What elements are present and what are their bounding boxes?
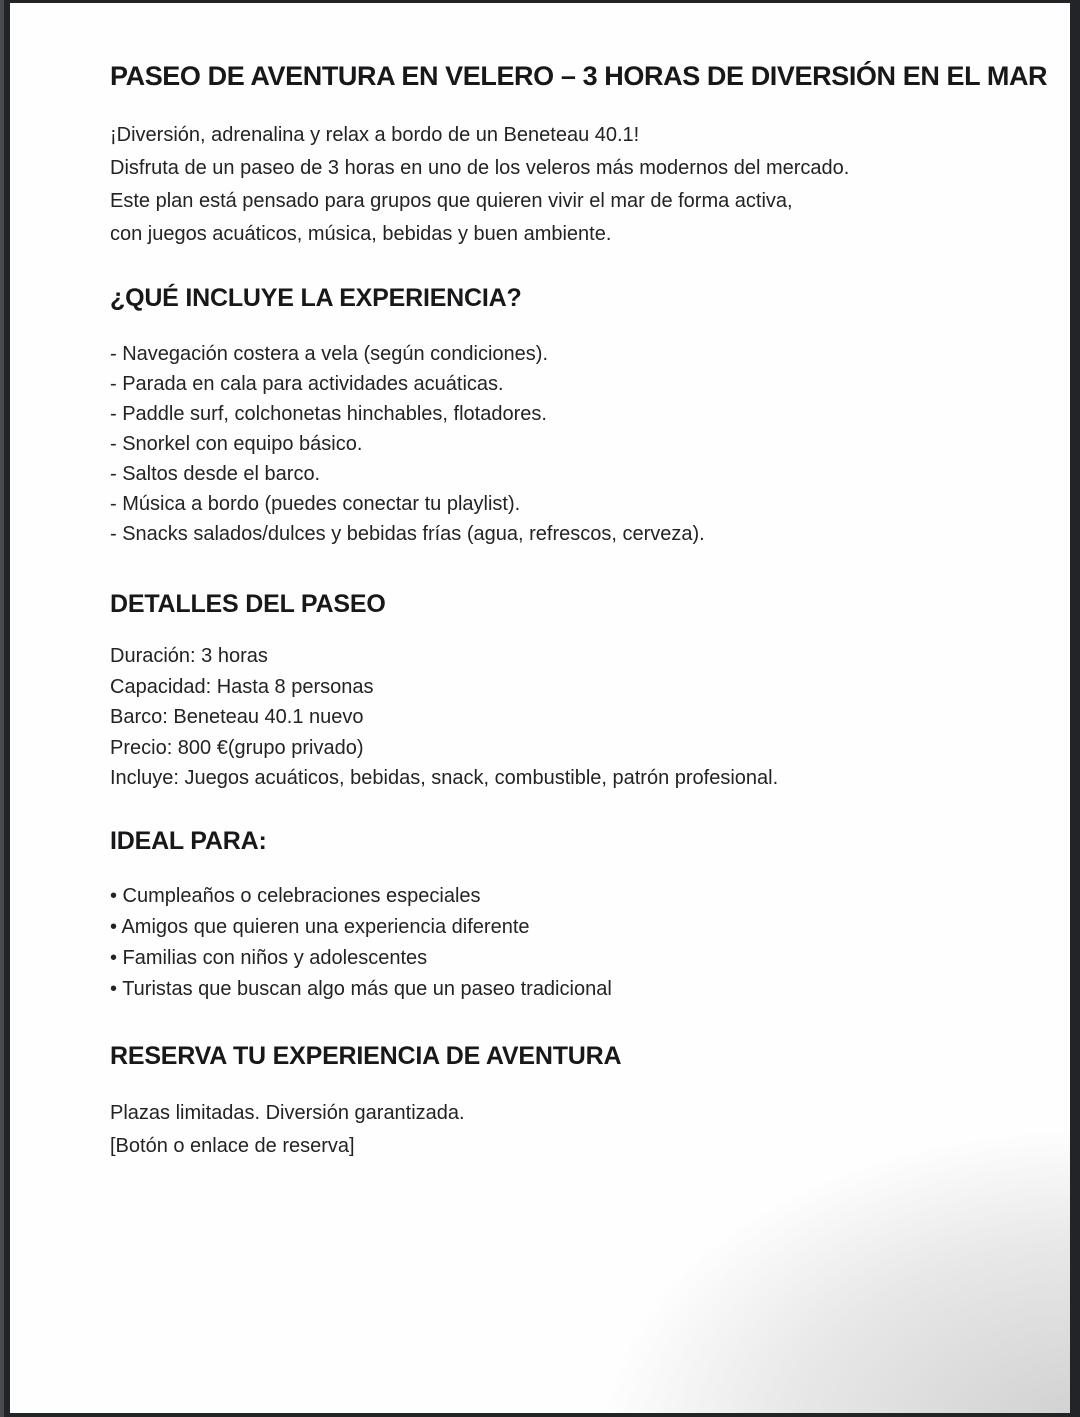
includes-item: - Snorkel con equipo básico. — [110, 433, 363, 455]
detail-line: Incluye: Juegos acuáticos, bebidas, snack, combustible, patrón profesional. — [110, 767, 779, 789]
section-heading-includes: ¿QUÉ INCLUYE LA EXPERIENCIA? — [110, 284, 522, 312]
detail-line: Precio: 800 €(grupo privado) — [110, 736, 364, 759]
document-content — [10, 3, 1070, 1163]
intro-line: Este plan está pensado para grupos que quieren vivir el mar de forma activa, — [110, 190, 793, 212]
reserve-line: [Botón o enlace de reserva] — [110, 1134, 355, 1157]
page-corner-shadow — [610, 1133, 1070, 1413]
document-title: PASEO DE AVENTURA EN VELERO – 3 HORAS DE DIVERSIÓN EN EL MAR — [110, 61, 1048, 91]
includes-item: - Saltos desde el barco. — [110, 463, 321, 485]
details-list — [110, 641, 1015, 794]
intro-line: Disfruta de un paseo de 3 horas en uno de los veleros más modernos del mercado. — [110, 157, 850, 179]
ideal-item: • Cumpleaños o celebraciones especiales — [110, 884, 481, 907]
detail-line: Capacidad: Hasta 8 personas — [110, 675, 374, 698]
ideal-item: • Familias con niños y adolescentes — [110, 946, 428, 969]
detail-line: Duración: 3 horas — [110, 645, 268, 667]
reserve-line: Plazas limitadas. Diversión garantizada. — [110, 1101, 465, 1124]
includes-item: - Paddle surf, colchonetas hinchables, flotadores. — [110, 403, 547, 425]
ideal-list — [110, 881, 1015, 1005]
section-heading-reserve: RESERVA TU EXPERIENCIA DE AVENTURA — [110, 1041, 622, 1070]
section-heading-details: DETALLES DEL PASEO — [110, 590, 386, 618]
includes-item: - Parada en cala para actividades acuáticas. — [110, 373, 504, 395]
ideal-item: • Amigos que quieren una experiencia diferente — [110, 915, 530, 938]
section-heading-ideal: IDEAL PARA: — [110, 826, 267, 855]
reserve-lines — [110, 1097, 1015, 1163]
ideal-item: • Turistas que buscan algo más que un paseo tradicional — [110, 977, 612, 1000]
document-page — [10, 3, 1070, 1413]
detail-line: Barco: Beneteau 40.1 nuevo — [110, 706, 364, 728]
includes-item: - Snacks salados/dulces y bebidas frías (agua, refrescos, cerveza). — [110, 523, 705, 545]
intro-paragraph — [110, 119, 1015, 251]
includes-item: - Navegación costera a vela (según condiciones). — [110, 343, 549, 365]
frame-left-edge — [0, 0, 4, 1417]
includes-list — [110, 339, 1015, 549]
includes-item: - Música a bordo (puedes conectar tu playlist). — [110, 493, 521, 515]
intro-line: ¡Diversión, adrenalina y relax a bordo de un Beneteau 40.1! — [110, 124, 640, 146]
intro-line: con juegos acuáticos, música, bebidas y buen ambiente. — [110, 223, 612, 245]
